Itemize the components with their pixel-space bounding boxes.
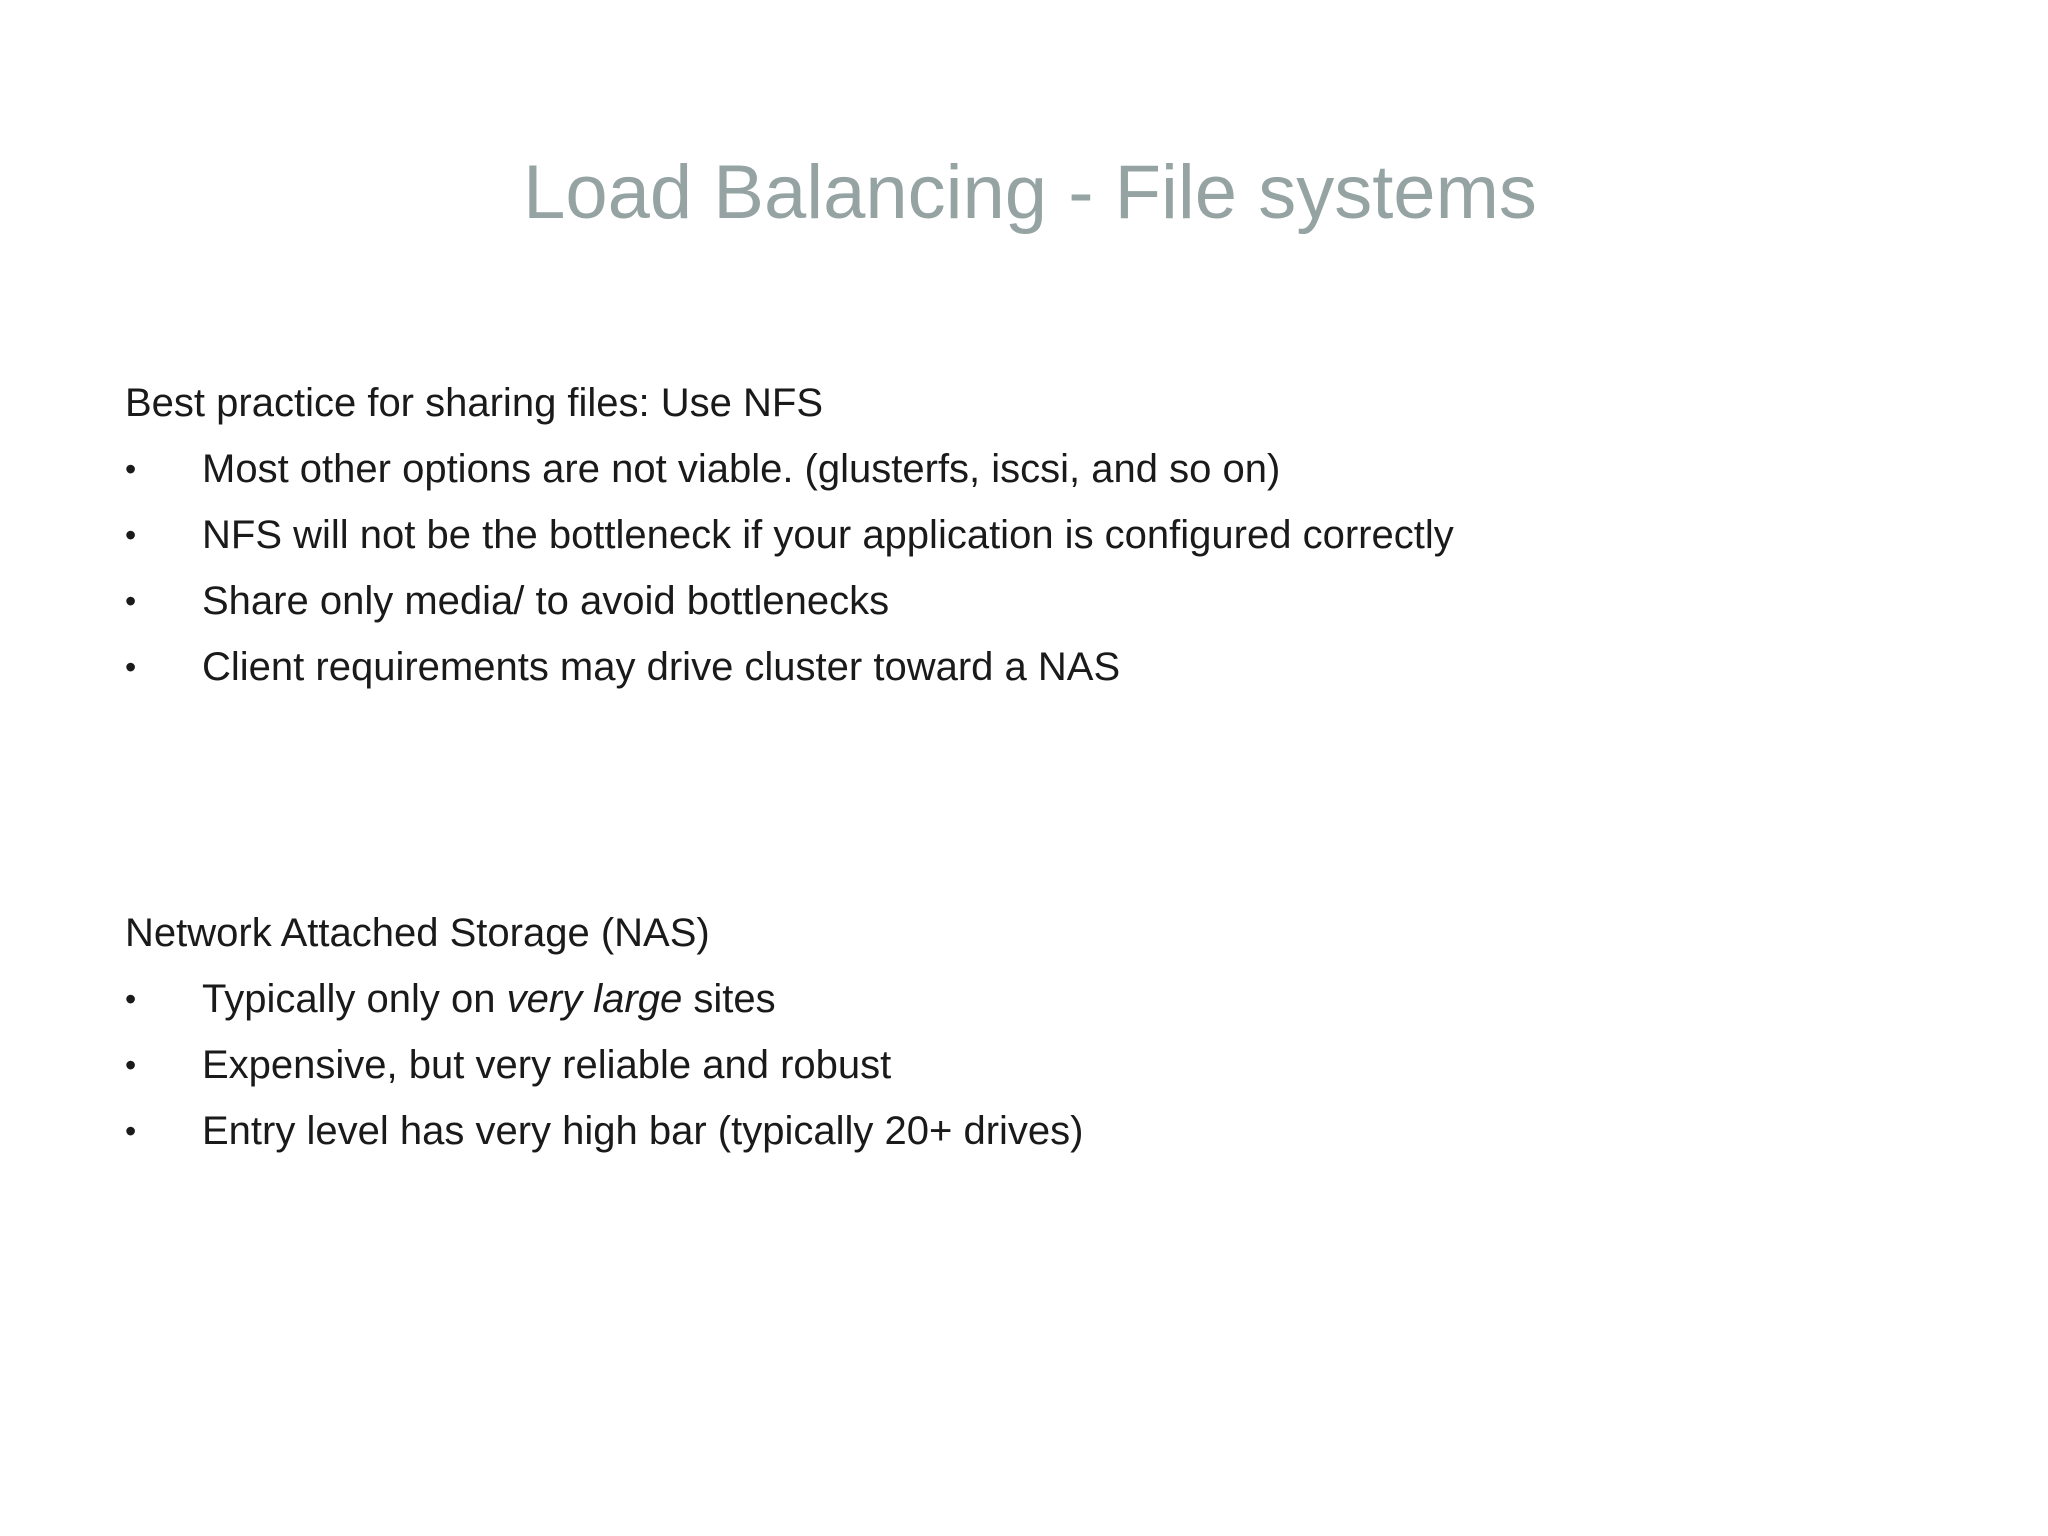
- list-item: [125, 1032, 1925, 1098]
- section-nas: [125, 900, 1925, 1164]
- list-item-text: [202, 966, 776, 1032]
- bullet-icon: •: [125, 649, 137, 685]
- bullet-list-nfs: [125, 436, 1925, 700]
- list-item-text-emphasis: very large: [506, 977, 683, 1021]
- list-item-text: Share only media/ to avoid bottlenecks: [202, 579, 890, 623]
- list-item: [125, 966, 1925, 1032]
- list-item: [125, 568, 1925, 634]
- bullet-icon: •: [125, 583, 137, 619]
- bullet-icon: •: [125, 451, 137, 487]
- list-item: [125, 1098, 1925, 1164]
- section-nfs: [125, 370, 1925, 700]
- slide-title: Load Balancing - File systems: [523, 150, 1537, 235]
- bullet-icon: •: [125, 1113, 137, 1149]
- list-item-text: Client requirements may drive cluster toward a NAS: [202, 645, 1121, 689]
- bullet-list-nas: [125, 966, 1925, 1164]
- bullet-icon: •: [125, 517, 137, 553]
- list-item-text: Entry level has very high bar (typically 20+ drives): [202, 1109, 1084, 1153]
- list-item: [125, 502, 1925, 568]
- list-item-text-suffix: sites: [682, 977, 776, 1021]
- list-item-text-prefix: Typically only on: [202, 977, 507, 1021]
- section-heading-nfs: Best practice for sharing files: Use NFS: [125, 381, 824, 425]
- list-item-text: Expensive, but very reliable and robust: [202, 1043, 892, 1087]
- list-item: [125, 436, 1925, 502]
- list-item-text: NFS will not be the bottleneck if your application is configured correctly: [202, 513, 1454, 557]
- bullet-icon: •: [125, 981, 137, 1017]
- section-heading-nas: Network Attached Storage (NAS): [125, 911, 710, 955]
- list-item: [125, 634, 1925, 700]
- list-item-text: Most other options are not viable. (glusterfs, iscsi, and so on): [202, 447, 1281, 491]
- bullet-icon: •: [125, 1047, 137, 1083]
